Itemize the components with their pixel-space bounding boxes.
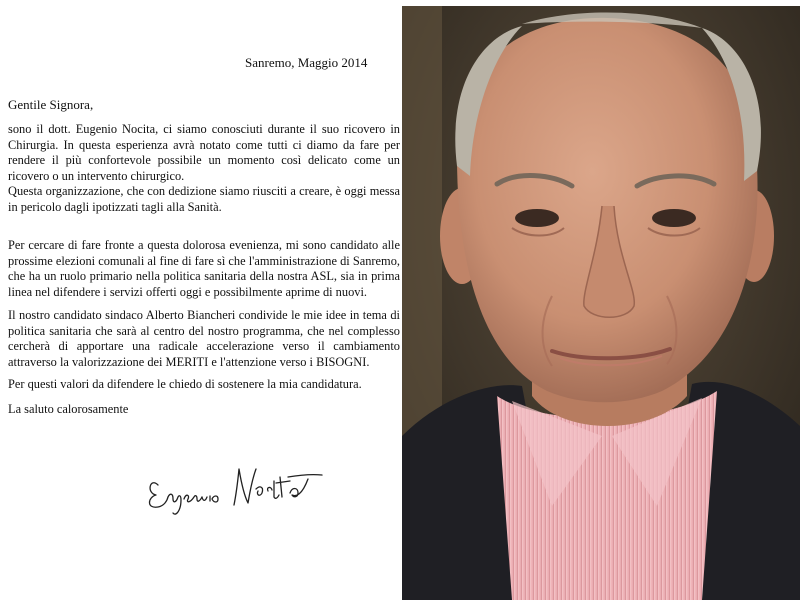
closing: La saluto calorosamente (8, 402, 129, 416)
salutation: Gentile Signora, (8, 97, 94, 112)
letter-paragraph: Questa organizzazione, che con dedizione siamo riusciti a creare, è oggi messa in pericolo dagli ipotizzati tagli alla Sanità. (8, 184, 400, 214)
portrait-photo (402, 6, 800, 600)
letter-paragraph: Il nostro candidato sindaco Alberto Biancheri condivide le mie idee in tema di politica sanitaria che sarà al centro del nostro programma, che nel complesso cercherà di apportare una radicale accelerazione verso il cambiamento attraverso la valorizzazione dei MERITI e l'attenzione verso i BISOGNI. (8, 308, 400, 369)
letter-paragraph: sono il dott. Eugenio Nocita, ci siamo conosciuti durante il suo ricovero in Chirurgia. In questa esperienza avrà notato come tutti ci diamo da fare per rendere il più confortevole possibile un momento così delicato come un ricovero o un intervento chirurgico. (8, 122, 400, 183)
letter-paragraph: Per cercare di fare fronte a questa dolorosa evenienza, mi sono candidato alle prossime elezioni comunali al fine di fare sì che l'amministrazione di Sanremo, che ha un ruolo primario nella politica sanitaria della nostra ASL, sia in prima linea nel difendere i servizi offerti oggi e possibilmente aprime di nuovi. (8, 238, 400, 299)
place-date: Sanremo, Maggio 2014 (245, 55, 368, 70)
portrait-photo-illustration (402, 6, 800, 600)
letter-paragraph: Per questi valori da difendere le chiedo di sostenere la mia candidatura. (8, 377, 362, 391)
handwritten-signature (140, 455, 330, 520)
